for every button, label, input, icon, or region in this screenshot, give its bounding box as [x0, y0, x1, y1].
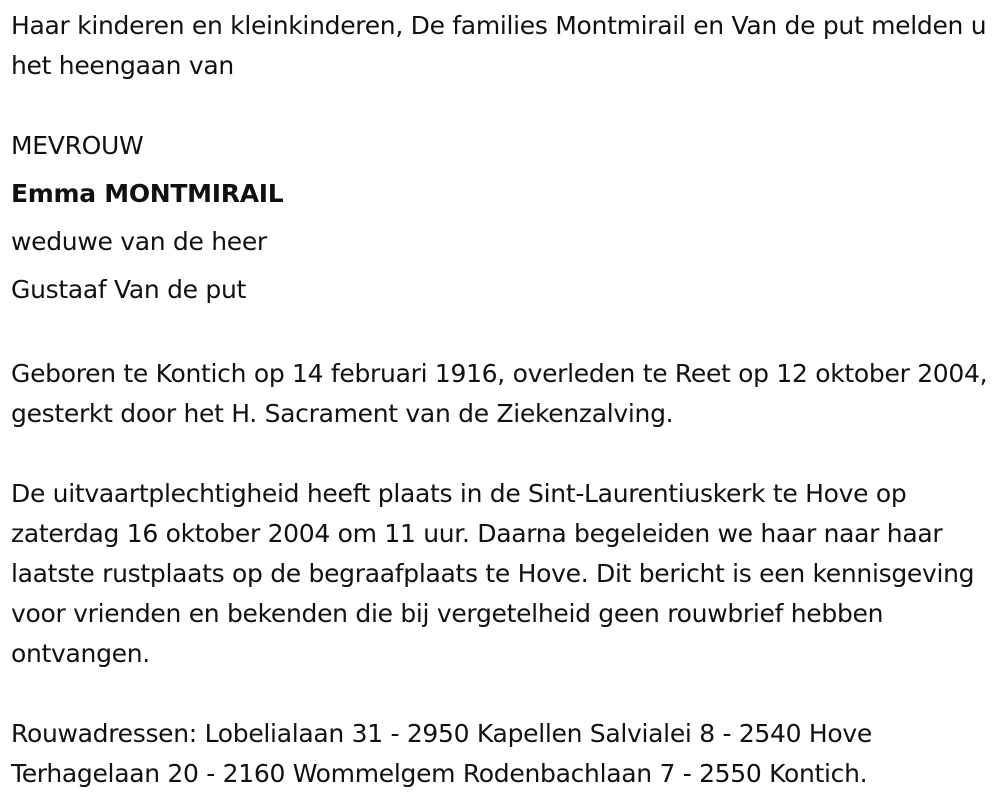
deceased-spouse: Gustaaf Van de put	[11, 275, 247, 304]
deceased-title: MEVROUW	[11, 131, 144, 160]
deceased-name: Emma MONTMIRAIL	[11, 179, 284, 208]
funeral-paragraph: De uitvaartplechtigheid heeft plaats in de Sint-Laurentiuskerk te Hove op zaterdag 16 oktober 2004 om 11 uur. Daarna begeleiden we haar naar haar laatste rustplaats op de begraafplaats te Hove. Dit bericht is een kennisgeving voor vrienden en bekenden die bij vergetelheid geen rouwbrief hebben ontvangen.	[11, 479, 975, 668]
death-notice	[11, 6, 996, 794]
birth-death-paragraph: Geboren te Kontich op 14 februari 1916, overleden te Reet op 12 oktober 2004, gesterkt door het H. Sacrament van de Ziekenzalving.	[11, 359, 988, 428]
deceased-relation: weduwe van de heer	[11, 227, 267, 256]
intro-paragraph: Haar kinderen en kleinkinderen, De families Montmirail en Van de put melden u het heengaan van	[11, 11, 987, 80]
addresses-paragraph: Rouwadressen: Lobelialaan 31 - 2950 Kapellen Salvialei 8 - 2540 Hove Terhagelaan 20 - 2160 Wommelgem Rodenbachlaan 7 - 2550 Kontich.	[11, 719, 872, 788]
deceased-block	[11, 126, 996, 314]
